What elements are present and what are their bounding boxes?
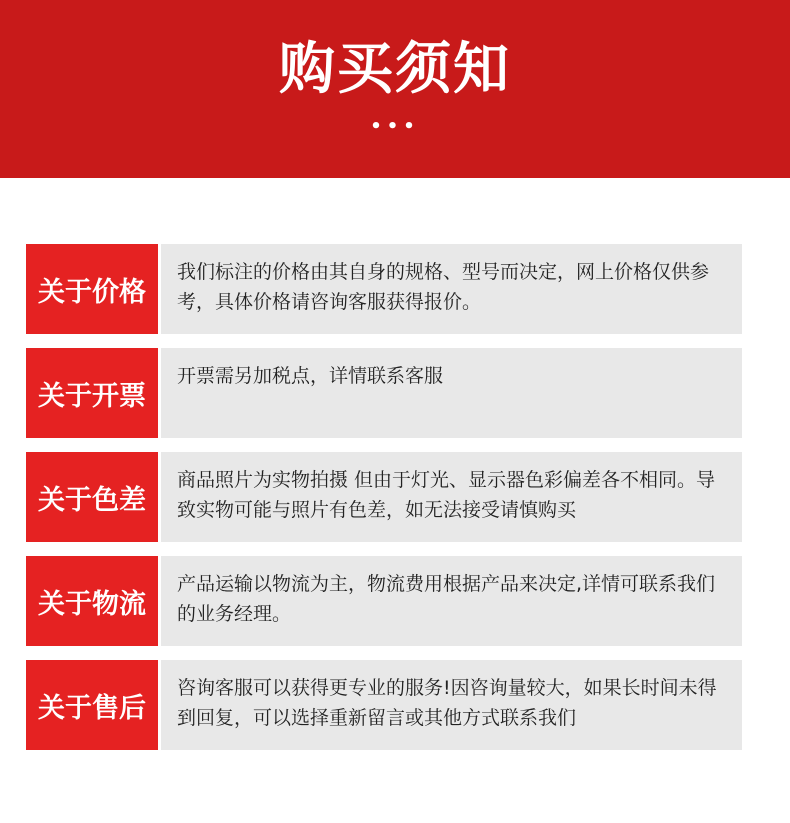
notice-label: 关于色差 — [26, 452, 158, 542]
notice-label: 关于售后 — [26, 660, 158, 750]
notice-text: 产品运输以物流为主，物流费用根据产品来决定,详情可联系我们的业务经理。 — [177, 573, 716, 625]
notice-label: 关于开票 — [26, 348, 158, 438]
header-banner — [0, 0, 790, 178]
page-title: 购买须知 — [279, 37, 511, 102]
notice-text-box — [161, 556, 742, 646]
notice-text: 开票需另加税点，详情联系客服 — [177, 365, 444, 387]
notice-text: 商品照片为实物拍摄 但由于灯光、显示器色彩偏差各不相同。导致实物可能与照片有色差，如无法接受请慎购买 — [177, 469, 716, 521]
notice-row-invoice — [26, 348, 742, 438]
notice-row-logistics — [26, 556, 742, 646]
notice-text-box — [161, 348, 742, 438]
decorative-dots: ••• — [370, 116, 420, 137]
notice-text-box — [161, 452, 742, 542]
notice-row-color-difference — [26, 452, 742, 542]
notice-text: 我们标注的价格由其自身的规格、型号而决定，网上价格仅供参考，具体价格请咨询客服获得报价。 — [177, 261, 710, 313]
notice-row-price — [26, 244, 742, 334]
notice-text-box — [161, 244, 742, 334]
notice-label: 关于物流 — [26, 556, 158, 646]
notice-text: 咨询客服可以获得更专业的服务!因咨询量较大，如果长时间未得到回复，可以选择重新留言或其他方式联系我们 — [177, 677, 717, 729]
notice-row-after-sales — [26, 660, 742, 750]
notice-label: 关于价格 — [26, 244, 158, 334]
notice-text-box — [161, 660, 742, 750]
